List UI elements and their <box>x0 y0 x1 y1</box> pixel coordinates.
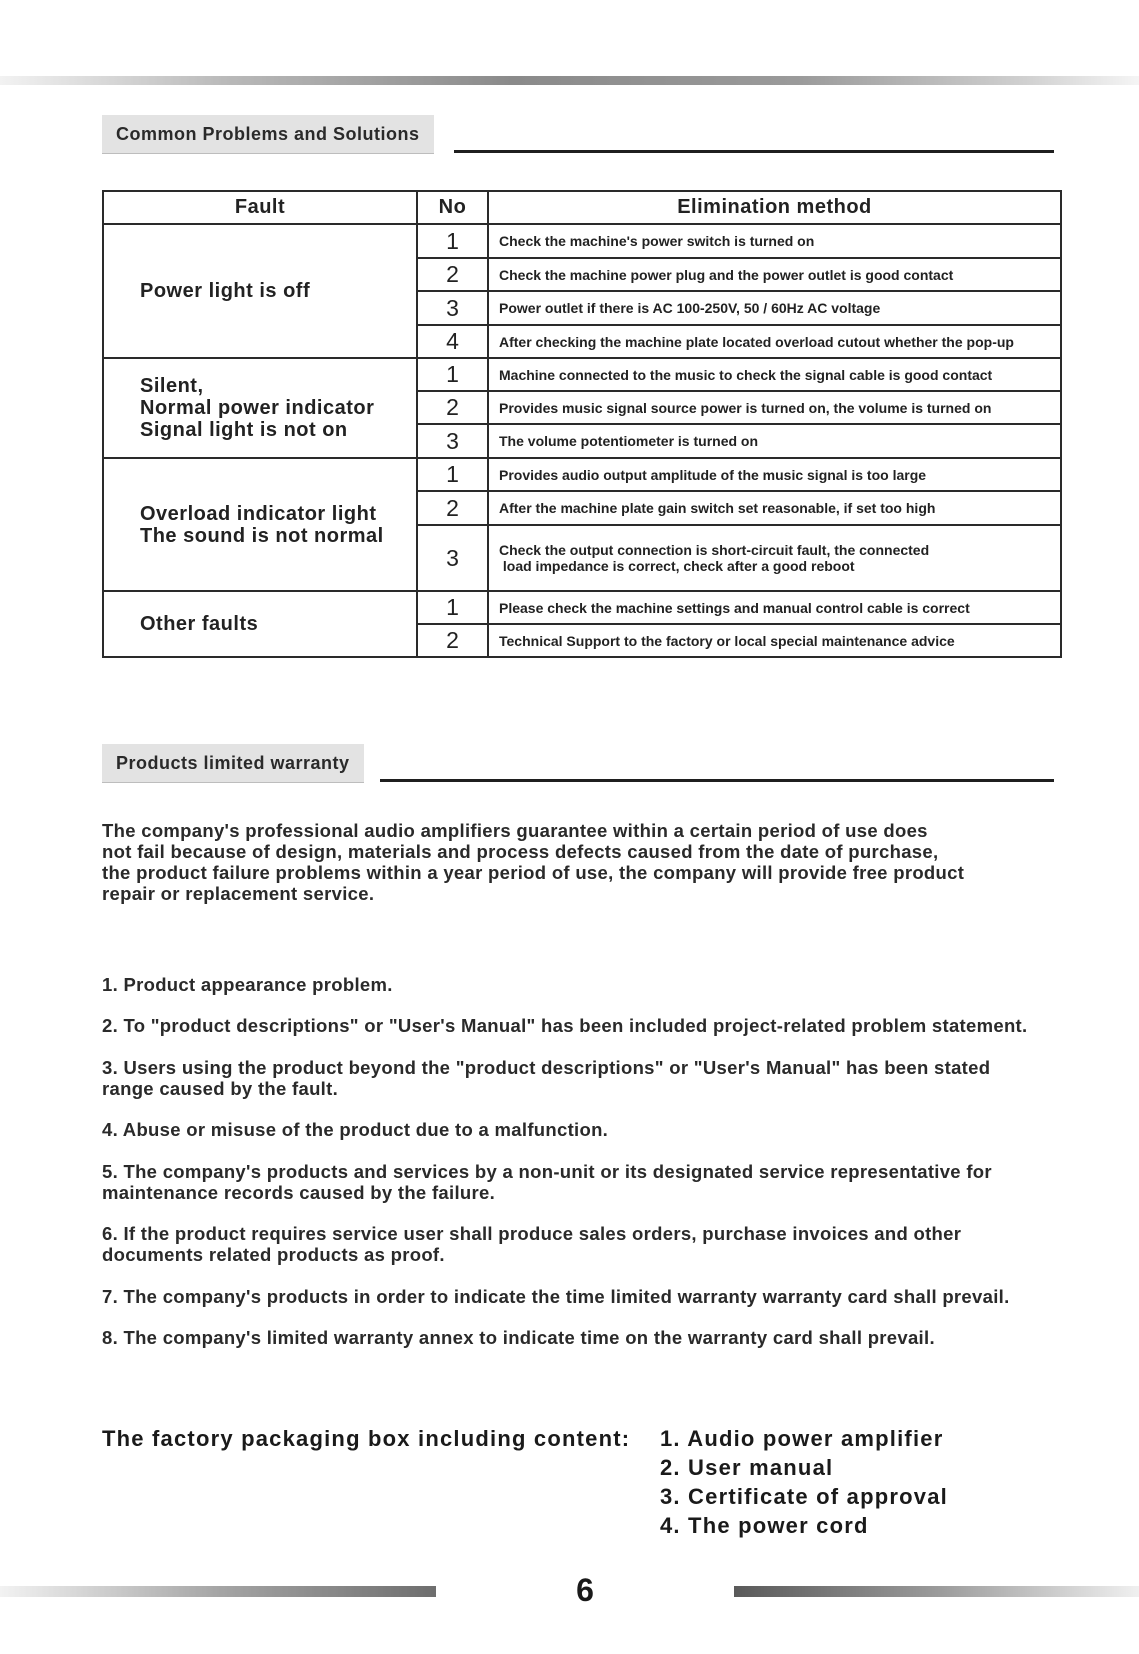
fault-cell <box>103 224 417 358</box>
method-cell: After the machine plate gain switch set reasonable, if set too high <box>488 491 1061 525</box>
list-item: 5. The company's products and services by a non-unit or its designated service representative for maintenance records caused by the failure. <box>102 1161 992 1203</box>
warranty-intro: The company's professional audio amplifiers guarantee within a certain period of use does not fail because of design, materials and process defects caused from the date of purchase, the product failure problems within a year period of use, the company will provide free product repair or replacement service. <box>102 820 965 904</box>
section-header-warranty <box>102 744 1054 782</box>
list-item: 8. The company's limited warranty annex to indicate time on the warranty card shall prevail. <box>102 1327 935 1348</box>
list-item: 1. Product appearance problem. <box>102 974 393 995</box>
method-cell: Machine connected to the music to check the signal cable is good contact <box>488 358 1061 391</box>
method-cell: Check the machine's power switch is turned on <box>488 224 1061 258</box>
method-cell <box>488 525 1061 591</box>
no-cell: 3 <box>417 525 488 591</box>
packaging-label: The factory packaging box including content: <box>102 1426 631 1451</box>
method-cell: Please check the machine settings and manual control cable is correct <box>488 591 1061 624</box>
no-cell: 1 <box>417 224 488 258</box>
no-cell: 2 <box>417 491 488 525</box>
fault-cell <box>103 358 417 458</box>
method-cell: The volume potentiometer is turned on <box>488 424 1061 458</box>
footer-decorative-bar-left <box>0 1586 436 1597</box>
method-cell: Power outlet if there is AC 100-250V, 50 / 60Hz AC voltage <box>488 291 1061 325</box>
header-no: No <box>417 191 488 224</box>
no-cell: 2 <box>417 258 488 291</box>
fault-table <box>102 190 1062 658</box>
packaging-item: 3. Certificate of approval <box>660 1484 948 1509</box>
fault-label: Silent, Normal power indicator Signal light is not on <box>140 375 375 441</box>
packaging-item: 1. Audio power amplifier <box>660 1426 944 1451</box>
method-cell: Provides music signal source power is turned on, the volume is turned on <box>488 391 1061 424</box>
no-cell: 3 <box>417 424 488 458</box>
fault-label: Other faults <box>140 613 259 635</box>
no-cell: 2 <box>417 391 488 424</box>
no-cell: 3 <box>417 291 488 325</box>
header-method: Elimination method <box>488 191 1061 224</box>
table-row <box>103 458 1061 491</box>
footer-decorative-bar-right <box>734 1586 1139 1597</box>
method-cell: After checking the machine plate located overload cutout whether the pop-up <box>488 325 1061 358</box>
list-item: 3. Users using the product beyond the "product descriptions" or "User's Manual" has been stated range caused by the fault. <box>102 1057 991 1099</box>
method-cell: Provides audio output amplitude of the music signal is too large <box>488 458 1061 491</box>
list-item: 4. Abuse or misuse of the product due to a malfunction. <box>102 1119 609 1140</box>
table-header-row <box>103 191 1061 224</box>
section-rule <box>454 150 1054 153</box>
list-item: 6. If the product requires service user shall produce sales orders, purchase invoices and other documents related products as proof. <box>102 1223 962 1265</box>
list-item: 7. The company's products in order to indicate the time limited warranty warranty card shall prevail. <box>102 1286 1010 1307</box>
table-row <box>103 224 1061 258</box>
packaging-item: 4. The power cord <box>660 1513 869 1538</box>
header-fault: Fault <box>103 191 417 224</box>
method-cell: Check the machine power plug and the power outlet is good contact <box>488 258 1061 291</box>
method-cell: Technical Support to the factory or local special maintenance advice <box>488 624 1061 657</box>
method-text: Check the output connection is short-circuit fault, the connected load impedance is correct, check after a good reboot <box>499 542 930 574</box>
no-cell: 2 <box>417 624 488 657</box>
no-cell: 1 <box>417 458 488 491</box>
section-title: Products limited warranty <box>102 744 364 783</box>
no-cell: 4 <box>417 325 488 358</box>
section-header-common-problems <box>102 115 1054 153</box>
fault-cell <box>103 591 417 657</box>
list-item: 2. To "product descriptions" or "User's Manual" has been included project-related problem statement. <box>102 1015 1028 1036</box>
no-cell: 1 <box>417 591 488 624</box>
table-row <box>103 358 1061 391</box>
section-title: Common Problems and Solutions <box>102 115 434 154</box>
page-number: 6 <box>576 1572 594 1608</box>
packaging-item: 2. User manual <box>660 1455 834 1480</box>
table-row <box>103 591 1061 624</box>
section-rule <box>380 779 1054 782</box>
no-cell: 1 <box>417 358 488 391</box>
fault-label: Power light is off <box>140 280 311 302</box>
fault-cell <box>103 458 417 591</box>
fault-label: Overload indicator light The sound is not normal <box>140 502 384 547</box>
header-decorative-bar <box>0 76 1139 85</box>
